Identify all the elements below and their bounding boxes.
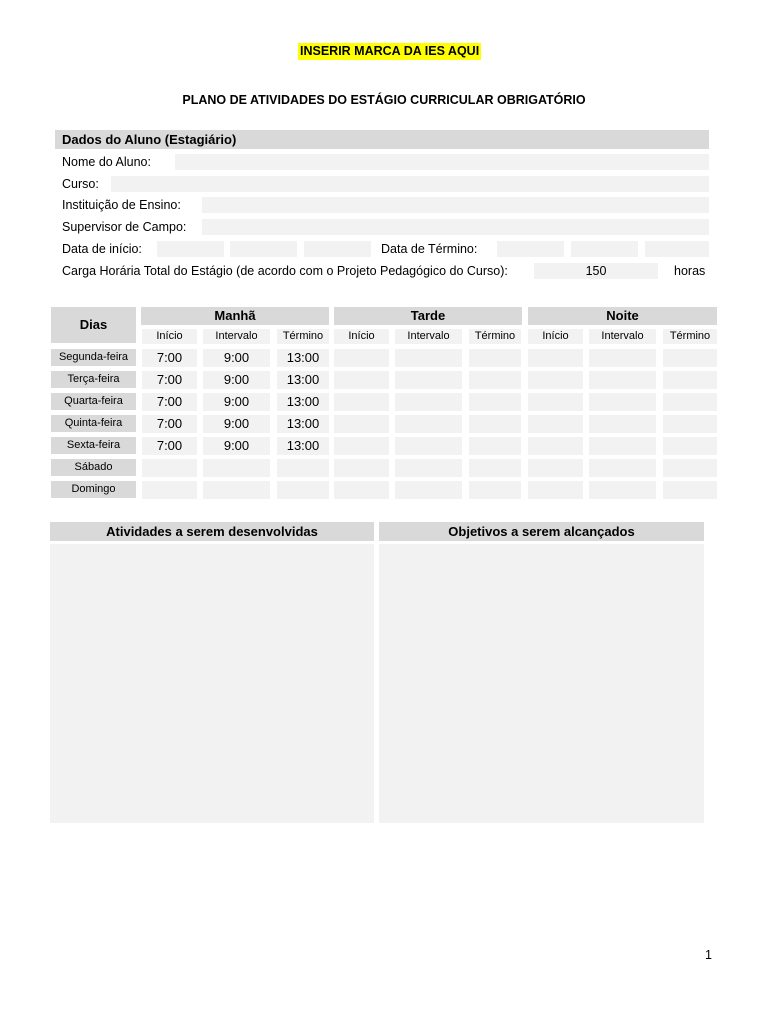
time-cell-manha-intervalo[interactable]: 9:00 bbox=[203, 349, 270, 367]
time-cell-noite-intervalo[interactable] bbox=[589, 393, 656, 411]
subheader-manha-intervalo: Intervalo bbox=[203, 329, 270, 344]
time-cell-tarde-inicio[interactable] bbox=[334, 349, 389, 367]
subheader-manha-termino: Término bbox=[277, 329, 329, 344]
student-name-label: Nome do Aluno: bbox=[62, 155, 151, 169]
time-cell-tarde-intervalo[interactable] bbox=[395, 437, 462, 455]
start-date-year-field[interactable] bbox=[304, 241, 371, 257]
time-cell-manha-inicio[interactable]: 7:00 bbox=[142, 437, 197, 455]
time-cell-tarde-termino[interactable] bbox=[469, 415, 521, 433]
start-date-label: Data de início: bbox=[62, 242, 142, 256]
time-cell-noite-termino[interactable] bbox=[663, 459, 717, 477]
end-date-year-field[interactable] bbox=[645, 241, 709, 257]
subheader-manha-inicio: Início bbox=[142, 329, 197, 344]
time-cell-manha-termino[interactable]: 13:00 bbox=[277, 393, 329, 411]
subheader-tarde-inicio: Início bbox=[334, 329, 389, 344]
time-cell-manha-termino[interactable] bbox=[277, 459, 329, 477]
subheader-tarde-termino: Término bbox=[469, 329, 521, 344]
day-label: Domingo bbox=[51, 481, 136, 498]
time-cell-manha-termino[interactable] bbox=[277, 481, 329, 499]
hours-unit-label: horas bbox=[674, 264, 706, 278]
days-column-header: Dias bbox=[51, 307, 136, 343]
brand-placeholder: INSERIR MARCA DA IES AQUI bbox=[300, 44, 480, 58]
time-cell-noite-intervalo[interactable] bbox=[589, 371, 656, 389]
time-cell-manha-intervalo[interactable]: 9:00 bbox=[203, 437, 270, 455]
time-cell-manha-inicio[interactable]: 7:00 bbox=[142, 371, 197, 389]
day-label: Terça-feira bbox=[51, 371, 136, 388]
period-header-manha: Manhã bbox=[141, 307, 329, 325]
time-cell-manha-intervalo[interactable]: 9:00 bbox=[203, 415, 270, 433]
time-cell-tarde-inicio[interactable] bbox=[334, 415, 389, 433]
period-header-noite: Noite bbox=[528, 307, 717, 325]
time-cell-tarde-termino[interactable] bbox=[469, 459, 521, 477]
course-label: Curso: bbox=[62, 177, 99, 191]
time-cell-tarde-inicio[interactable] bbox=[334, 393, 389, 411]
time-cell-manha-inicio[interactable]: 7:00 bbox=[142, 393, 197, 411]
time-cell-noite-termino[interactable] bbox=[663, 349, 717, 367]
time-cell-tarde-termino[interactable] bbox=[469, 371, 521, 389]
time-cell-tarde-inicio[interactable] bbox=[334, 481, 389, 499]
student-section-title: Dados do Aluno (Estagiário) bbox=[55, 130, 709, 149]
time-cell-manha-termino[interactable]: 13:00 bbox=[277, 437, 329, 455]
end-date-label: Data de Término: bbox=[381, 242, 478, 256]
period-header-tarde: Tarde bbox=[334, 307, 522, 325]
time-cell-tarde-termino[interactable] bbox=[469, 481, 521, 499]
day-label: Segunda-feira bbox=[51, 349, 136, 366]
start-date-day-field[interactable] bbox=[157, 241, 224, 257]
time-cell-manha-termino[interactable]: 13:00 bbox=[277, 349, 329, 367]
total-hours-value: 150 bbox=[585, 264, 607, 278]
course-field[interactable] bbox=[111, 176, 709, 192]
time-cell-manha-inicio[interactable]: 7:00 bbox=[142, 349, 197, 367]
time-cell-tarde-inicio[interactable] bbox=[334, 437, 389, 455]
day-label: Quinta-feira bbox=[51, 415, 136, 432]
activities-textarea[interactable] bbox=[50, 544, 374, 823]
time-cell-manha-inicio[interactable]: 7:00 bbox=[142, 415, 197, 433]
time-cell-noite-inicio[interactable] bbox=[528, 349, 583, 367]
time-cell-manha-termino[interactable]: 13:00 bbox=[277, 371, 329, 389]
time-cell-manha-intervalo[interactable]: 9:00 bbox=[203, 371, 270, 389]
time-cell-noite-intervalo[interactable] bbox=[589, 349, 656, 367]
total-hours-field[interactable] bbox=[534, 263, 658, 279]
page-number: 1 bbox=[705, 948, 712, 962]
time-cell-noite-inicio[interactable] bbox=[528, 393, 583, 411]
institution-label: Instituição de Ensino: bbox=[62, 198, 181, 212]
time-cell-manha-inicio[interactable] bbox=[142, 459, 197, 477]
time-cell-noite-termino[interactable] bbox=[663, 393, 717, 411]
activities-header: Atividades a serem desenvolvidas bbox=[50, 522, 374, 541]
time-cell-tarde-termino[interactable] bbox=[469, 437, 521, 455]
time-cell-noite-inicio[interactable] bbox=[528, 459, 583, 477]
time-cell-noite-intervalo[interactable] bbox=[589, 437, 656, 455]
time-cell-tarde-termino[interactable] bbox=[469, 349, 521, 367]
end-date-month-field[interactable] bbox=[571, 241, 638, 257]
subheader-noite-termino: Término bbox=[663, 329, 717, 344]
subheader-noite-inicio: Início bbox=[528, 329, 583, 344]
time-cell-noite-termino[interactable] bbox=[663, 371, 717, 389]
day-label: Sábado bbox=[51, 459, 136, 476]
time-cell-tarde-intervalo[interactable] bbox=[395, 481, 462, 499]
time-cell-noite-inicio[interactable] bbox=[528, 371, 583, 389]
objectives-textarea[interactable] bbox=[379, 544, 704, 823]
institution-field[interactable] bbox=[202, 197, 709, 213]
time-cell-tarde-intervalo[interactable] bbox=[395, 393, 462, 411]
subheader-tarde-intervalo: Intervalo bbox=[395, 329, 462, 344]
time-cell-noite-termino[interactable] bbox=[663, 481, 717, 499]
time-cell-tarde-inicio[interactable] bbox=[334, 371, 389, 389]
time-cell-noite-intervalo[interactable] bbox=[589, 415, 656, 433]
time-cell-manha-intervalo[interactable]: 9:00 bbox=[203, 393, 270, 411]
time-cell-noite-termino[interactable] bbox=[663, 415, 717, 433]
time-cell-noite-inicio[interactable] bbox=[528, 437, 583, 455]
time-cell-noite-inicio[interactable] bbox=[528, 481, 583, 499]
time-cell-manha-inicio[interactable] bbox=[142, 481, 197, 499]
total-hours-label: Carga Horária Total do Estágio (de acordo com o Projeto Pedagógico do Curso): bbox=[62, 264, 508, 278]
time-cell-tarde-intervalo[interactable] bbox=[395, 371, 462, 389]
time-cell-noite-termino[interactable] bbox=[663, 437, 717, 455]
supervisor-field[interactable] bbox=[202, 219, 709, 235]
time-cell-tarde-intervalo[interactable] bbox=[395, 459, 462, 477]
end-date-day-field[interactable] bbox=[497, 241, 564, 257]
time-cell-tarde-intervalo[interactable] bbox=[395, 349, 462, 367]
time-cell-tarde-intervalo[interactable] bbox=[395, 415, 462, 433]
objectives-header: Objetivos a serem alcançados bbox=[379, 522, 704, 541]
time-cell-manha-termino[interactable]: 13:00 bbox=[277, 415, 329, 433]
time-cell-noite-intervalo[interactable] bbox=[589, 481, 656, 499]
time-cell-manha-intervalo[interactable] bbox=[203, 481, 270, 499]
time-cell-tarde-termino[interactable] bbox=[469, 393, 521, 411]
document-title: PLANO DE ATIVIDADES DO ESTÁGIO CURRICULAR OBRIGATÓRIO bbox=[182, 93, 586, 107]
supervisor-label: Supervisor de Campo: bbox=[62, 220, 187, 234]
time-cell-noite-inicio[interactable] bbox=[528, 415, 583, 433]
subheader-noite-intervalo: Intervalo bbox=[589, 329, 656, 344]
start-date-month-field[interactable] bbox=[230, 241, 297, 257]
time-cell-manha-intervalo[interactable] bbox=[203, 459, 270, 477]
time-cell-noite-intervalo[interactable] bbox=[589, 459, 656, 477]
day-label: Sexta-feira bbox=[51, 437, 136, 454]
day-label: Quarta-feira bbox=[51, 393, 136, 410]
student-name-field[interactable] bbox=[175, 154, 709, 170]
time-cell-tarde-inicio[interactable] bbox=[334, 459, 389, 477]
